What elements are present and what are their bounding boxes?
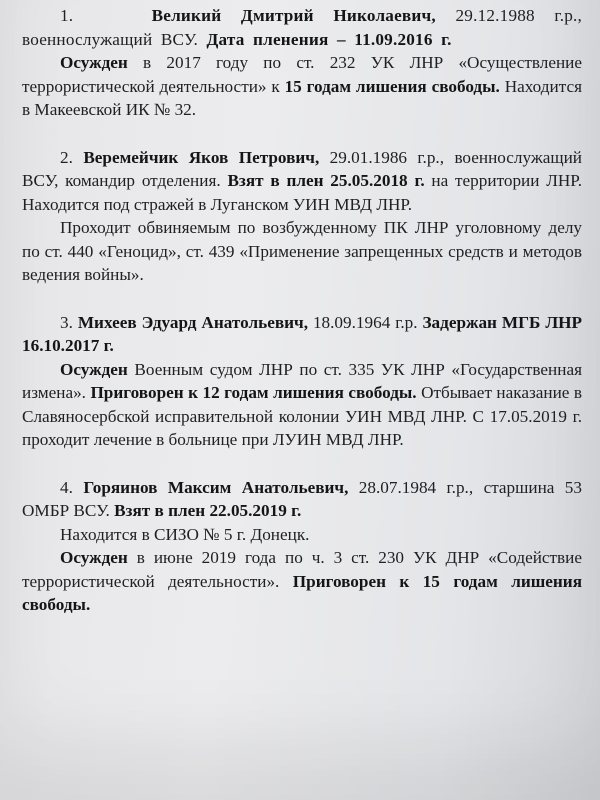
sentence-text: в июне 2019 года по ч. 3 ст. 230 УК ДНР «Содействие террористической деятельности». xyxy=(22,548,582,591)
sentence-term: Приговорен к 12 годам лишения свободы. xyxy=(90,383,417,402)
entry-4 xyxy=(22,476,582,617)
entry-number: 3. xyxy=(60,312,73,332)
capture-date: Дата пленения – 11.09.2016 г. xyxy=(206,29,452,49)
person-name: Горяинов Максим Анатольевич, xyxy=(83,477,349,497)
person-name: Великий Дмитрий Николаевич, xyxy=(151,6,436,25)
sentence-term: Приговорен к 15 годам лишения свободы. xyxy=(22,571,582,614)
entry-3-sentence xyxy=(22,358,582,452)
location-text: Отбывает наказание в Славяносербской исправительной колонии УИН МВД ЛНР. С 17.05.2019 г. проходит лечение в больнице при ЛУИН МВД ЛНР. xyxy=(22,383,582,449)
entry-2 xyxy=(22,146,582,287)
capture-date: Взят в плен 25.05.2018 г. xyxy=(227,171,425,190)
spacer xyxy=(22,287,582,311)
sentence-label: Осужден xyxy=(60,359,128,379)
capture-date: Задержан МГБ ЛНР 16.10.2017 г. xyxy=(22,312,583,355)
entry-details: 18.09.1964 г.р. xyxy=(308,312,423,332)
entry-number: 1. xyxy=(60,6,74,25)
spacer xyxy=(22,452,582,476)
entry-1-header xyxy=(22,4,582,51)
entry-details: 28.07.1984 г.р., старшина 53 ОМБР ВСУ. xyxy=(22,477,582,520)
document-text xyxy=(22,4,582,617)
entry-details: 29.12.1988 г.р., военнослужащий ВСУ. xyxy=(22,6,582,49)
entry-number: 2. xyxy=(60,147,73,167)
capture-date: Взят в плен 22.05.2019 г. xyxy=(114,501,302,520)
sentence-label: Осужден xyxy=(60,548,128,567)
entry-4-location: Находится в СИЗО № 5 г. Донецк. xyxy=(60,524,310,544)
entry-1-sentence xyxy=(22,51,582,122)
entry-4-sentence xyxy=(22,546,582,617)
sentence-label: Осужден xyxy=(60,53,128,72)
location-text: Находится в Макеевской ИК № 32. xyxy=(22,76,582,119)
spacer xyxy=(22,122,582,146)
entry-3-header xyxy=(22,311,582,358)
sentence-text: Военным судом ЛНР по ст. 335 УК ЛНР «Государственная измена». xyxy=(22,359,582,402)
entry-4-header xyxy=(22,476,582,523)
sentence-term: 15 годам лишения свободы. xyxy=(284,76,500,96)
entry-2-header xyxy=(22,146,582,217)
entry-details: 29.01.1986 г.р., военнослужащий ВСУ, командир отделения. xyxy=(22,147,582,190)
sentence-text: в 2017 году по ст. 232 УК ЛНР «Осуществление террористической деятельности» к xyxy=(22,53,582,96)
entry-1 xyxy=(22,4,582,122)
person-name: Веремейчик Яков Петрович, xyxy=(83,147,320,167)
entry-2-charges: Проходит обвиняемым по возбужденному ПК ЛНР уголовному делу по ст. 440 «Геноцид», ст. 439 «Применение запрещенных средств и методов ведения войны». xyxy=(22,218,582,284)
location-text: на территории ЛНР. Находится под стражей в Луганском УИН МВД ЛНР. xyxy=(22,171,583,214)
entry-3 xyxy=(22,311,582,452)
person-name: Михеев Эдуард Анатольевич, xyxy=(77,312,309,332)
entry-number: 4. xyxy=(60,477,73,497)
